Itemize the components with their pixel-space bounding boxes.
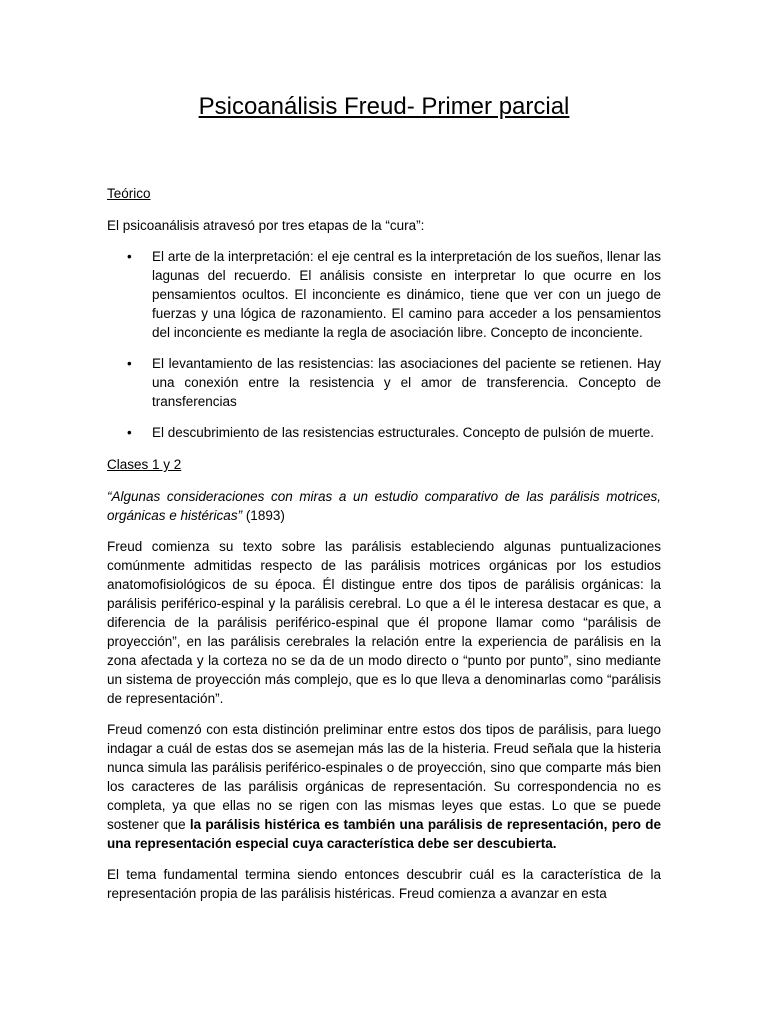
- reference-citation: [107, 487, 661, 525]
- reference-year: (1893): [242, 508, 285, 523]
- section-heading-teorico: Teórico: [107, 186, 151, 201]
- paragraph-2-bold-text: la parálisis histérica es también una parálisis de representación, pero de una representación especial cuya característica debe ser descubierta.: [107, 817, 661, 851]
- bullet-icon: •: [127, 356, 132, 371]
- reference-title: “Algunas consideraciones con miras a un estudio comparativo de las parálisis motrices, orgánicas e histéricas”: [107, 489, 661, 523]
- stages-list: [107, 247, 661, 442]
- page-title: Psicoanálisis Freud- Primer parcial: [198, 93, 570, 120]
- document-body: [107, 92, 661, 915]
- list-item: [107, 247, 661, 342]
- list-item-text: El arte de la interpretación: el eje central es la interpretación de los sueños, llenar las lagunas del recuerdo. El análisis consiste en interpretar lo que ocurre en los pensamientos ocultos. El inconciente es dinámico, tiene que ver con un juego de fuerzas y una lógica de razonamiento. El camino para acceder a los pensamientos del inconciente es mediante la regla de asociación libre. Concepto de inconciente.: [152, 249, 661, 340]
- paragraph-2-text: Freud comenzó con esta distinción preliminar entre estos dos tipos de parálisis, para luego indagar a cuál de estas dos se asemejan más las de la histeria. Freud señala que la histeria nunca simula las parálisis periférico-espinales o de proyección, sino que comparte más bien los caracteres de las parálisis orgánicas de representación. Su correspondencia no es completa, ya que ellas no se rigen con las mismas leyes que estas. Lo que se puede sostener que: [107, 722, 661, 832]
- bullet-icon: •: [127, 425, 132, 440]
- list-item-text: El descubrimiento de las resistencias estructurales. Concepto de pulsión de muerte.: [152, 425, 655, 440]
- body-paragraph-2: [107, 720, 661, 853]
- list-item: [107, 354, 661, 411]
- section-heading-clases: Clases 1 y 2: [107, 457, 182, 472]
- list-item-text: El levantamiento de las resistencias: las asociaciones del paciente se retienen. Hay una conexión entre la resistencia y el amor de transferencia. Concepto de transferencias: [152, 356, 661, 409]
- body-paragraph-1: Freud comienza su texto sobre las parálisis estableciendo algunas puntualizaciones comúnmente admitidas respecto de las parálisis motrices orgánicas por los estudios anatomofisiológicos de su época. Él distingue entre dos tipos de parálisis orgánicas: la parálisis periférico-espinal y la parálisis cerebral. Lo que a él le interesa destacar es que, a diferencia de la parálisis periférico-espinal que él propone llamar como “parálisis de proyección”, en las parálisis cerebrales la relación entre la experiencia de parálisis en la zona afectada y la corteza no se da de un modo directo o “punto por punto”, sino mediante un sistema de proyección más complejo, que es lo que lleva a denominarlas como “parálisis de representación”.: [107, 539, 661, 706]
- list-item: [107, 423, 661, 442]
- intro-paragraph: El psicoanálisis atravesó por tres etapas de la “cura”:: [107, 218, 425, 233]
- bullet-icon: •: [127, 249, 132, 264]
- body-paragraph-3: El tema fundamental termina siendo entonces descubrir cuál es la característica de la representación propia de las parálisis histéricas. Freud comienza a avanzar en esta: [107, 867, 661, 901]
